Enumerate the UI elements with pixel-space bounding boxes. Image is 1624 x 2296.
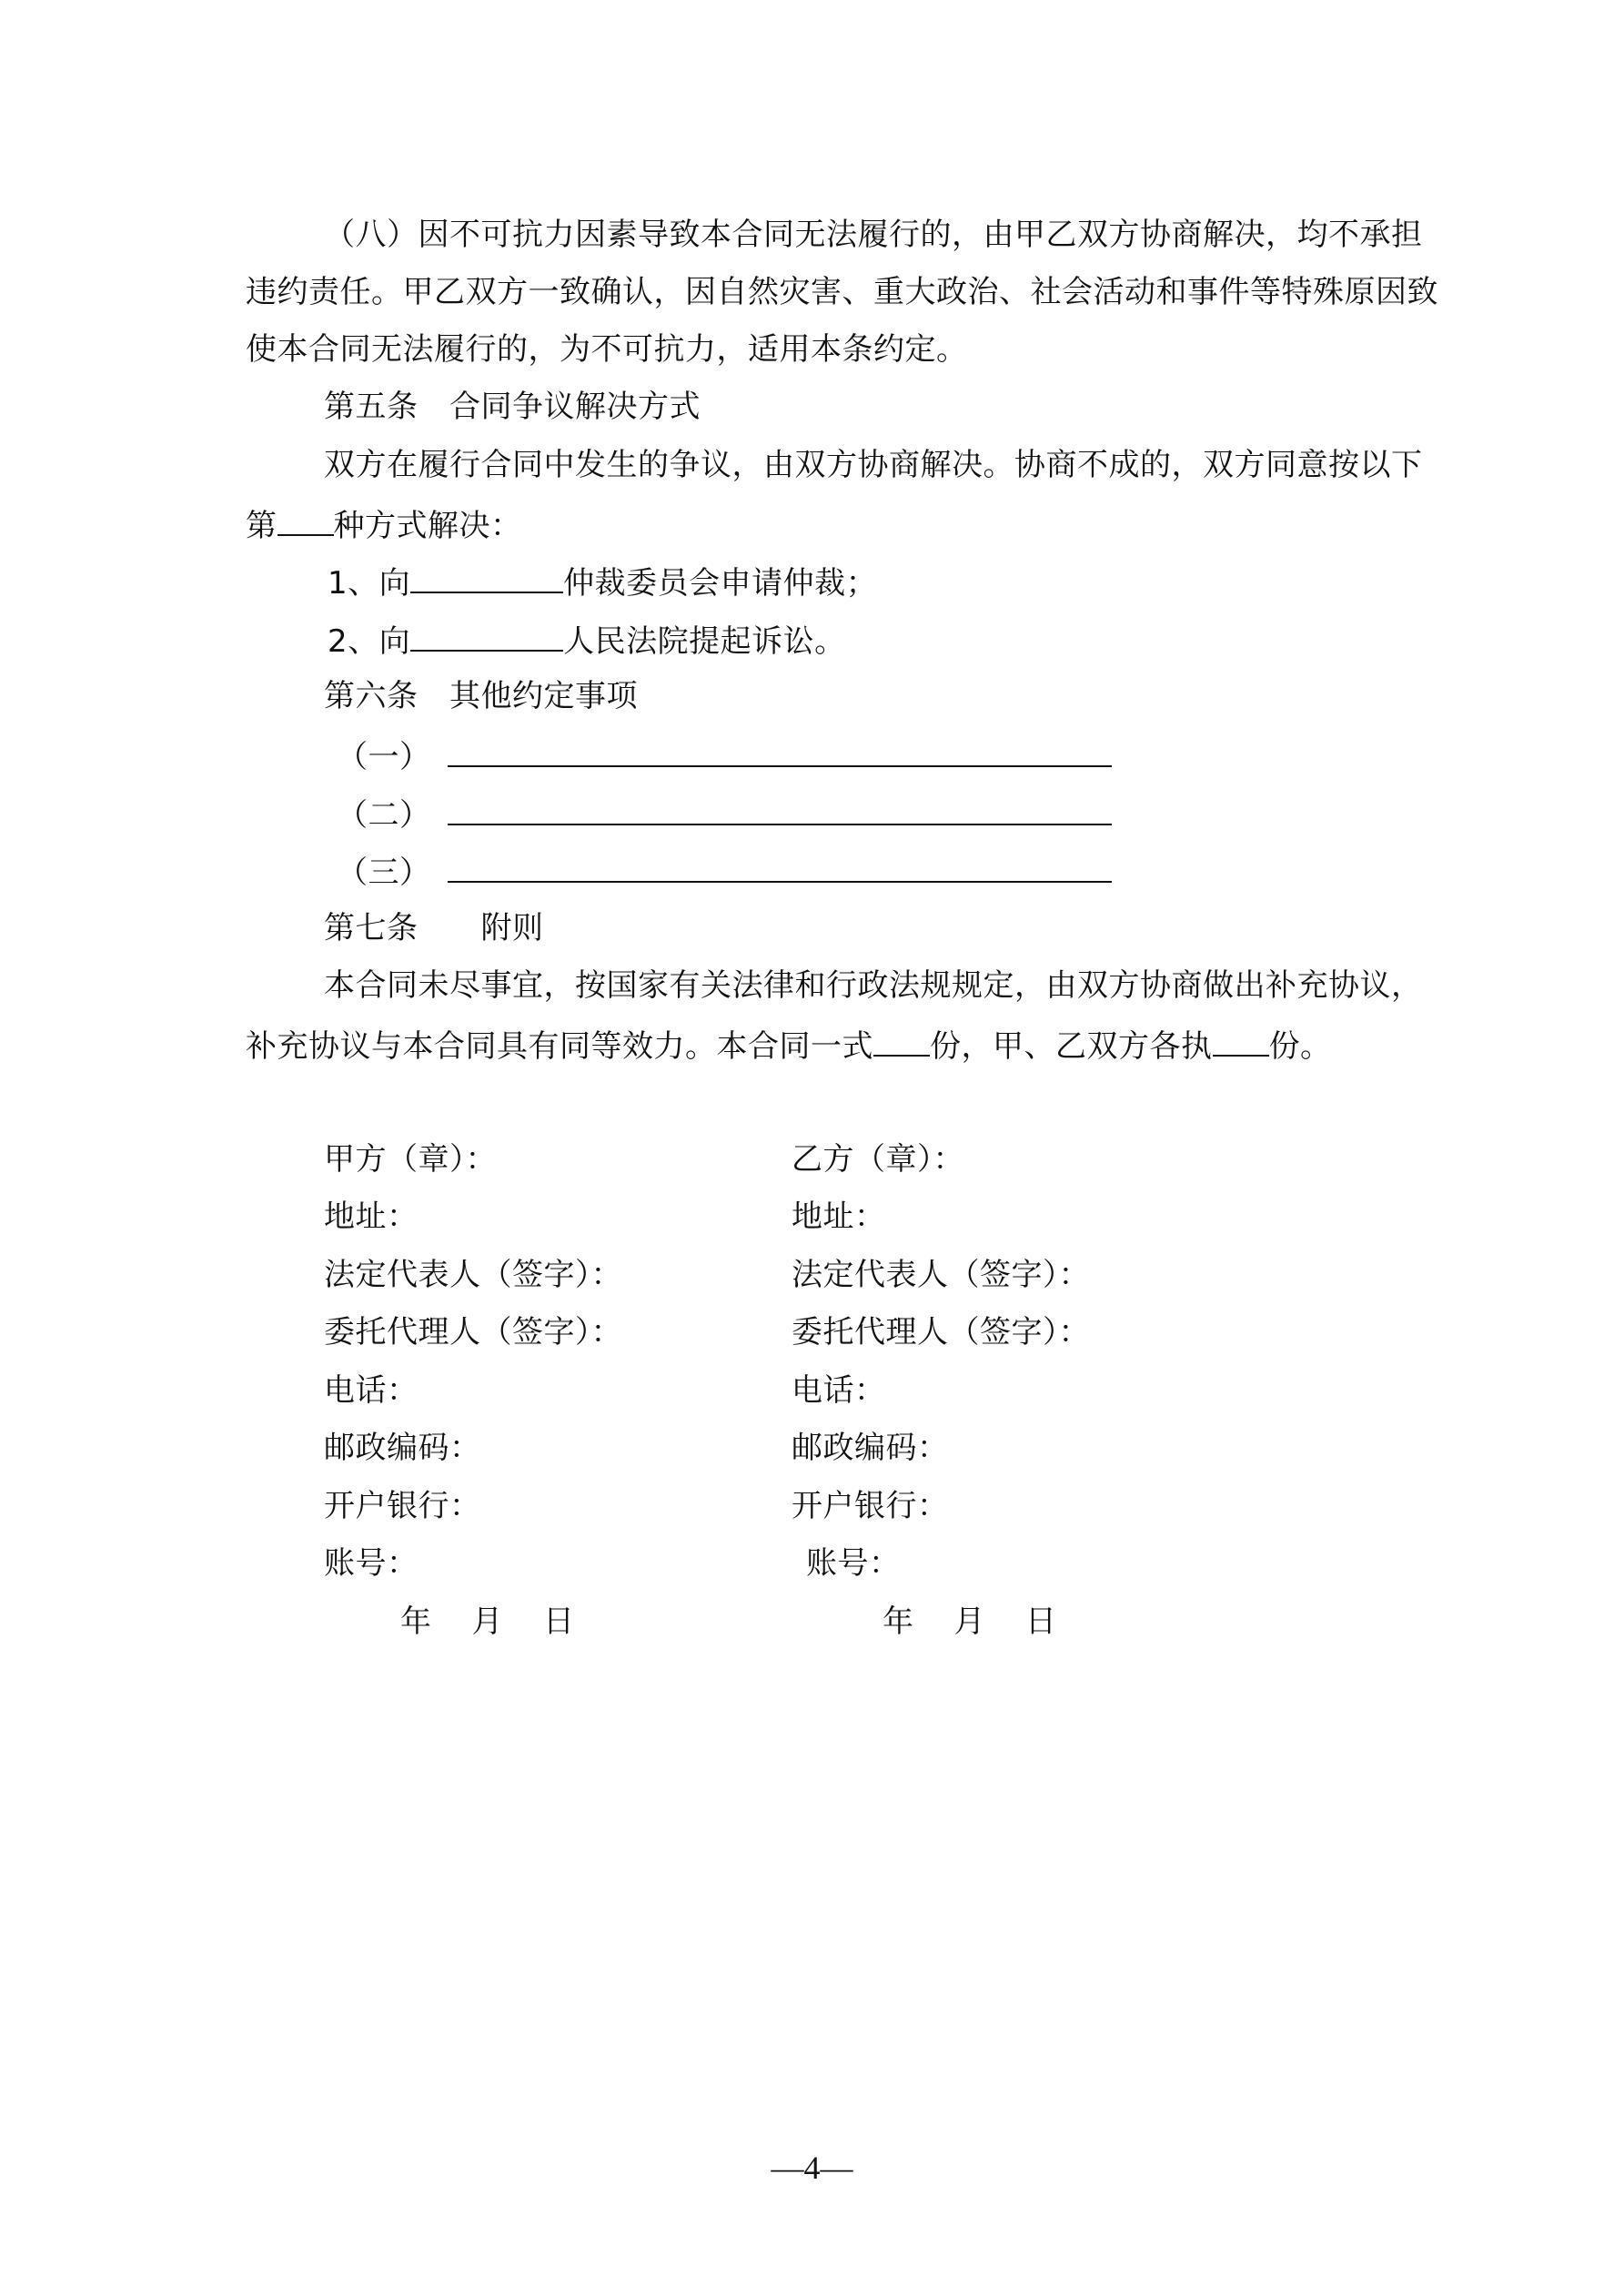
article5-line2: [246, 505, 522, 544]
article6-item-1: [337, 736, 1112, 775]
option2-prefix: 2、向: [328, 623, 411, 660]
option1-suffix: 仲裁委员会申请仲裁；: [563, 565, 878, 602]
party-a-day: 日: [543, 1603, 575, 1640]
party-b-year: 年: [883, 1603, 914, 1640]
party-b-postcode: 邮政编码：: [792, 1430, 949, 1466]
court-blank: [410, 621, 563, 652]
arbitration-commission-blank: [410, 562, 563, 593]
item-3-label: （三）: [337, 855, 431, 891]
option1-prefix: 1、向: [328, 565, 411, 602]
party-a-legal-rep: 法定代表人（签字）：: [324, 1257, 622, 1293]
article5-option2: [328, 621, 846, 660]
article7-line2-a: 补充协议与本合同具有同等效力。本合同一式: [246, 1028, 873, 1065]
article7-heading: 第七条 附则: [324, 910, 544, 946]
party-a-address: 地址：: [324, 1199, 419, 1235]
article5-line1: 双方在履行合同中发生的争议，由双方协商解决。协商不成的，双方同意按以下: [324, 447, 1423, 483]
copies-each-blank: [1213, 1026, 1269, 1057]
party-b-address: 地址：: [792, 1199, 886, 1235]
party-a-phone: 电话：: [324, 1372, 419, 1409]
clause8-line1: （八）因不可抗力因素导致本合同无法履行的，由甲乙双方协商解决，均不承担: [324, 217, 1423, 253]
party-a-name: 甲方（章）：: [324, 1141, 497, 1178]
party-b-phone: 电话：: [792, 1372, 886, 1409]
party-b-legal-rep: 法定代表人（签字）：: [792, 1257, 1090, 1293]
party-a-bank: 开户银行：: [324, 1488, 481, 1524]
party-b-date: [883, 1603, 1057, 1640]
option2-suffix: 人民法院提起诉讼。: [563, 623, 846, 660]
copies-total-blank: [873, 1026, 930, 1057]
party-b-bank: 开户银行：: [792, 1488, 949, 1524]
party-b-day: 日: [1025, 1603, 1057, 1640]
party-a-postcode: 邮政编码：: [324, 1430, 481, 1466]
item-2-blank: [448, 794, 1112, 825]
item-1-blank: [448, 736, 1112, 767]
item-3-blank: [448, 852, 1112, 883]
party-a-agent: 委托代理人（签字）：: [324, 1314, 622, 1350]
article7-line2: [246, 1026, 1332, 1065]
article5-option1: [328, 562, 877, 602]
article6-item-2: [337, 794, 1112, 834]
article5-line2-prefix: 第: [246, 508, 277, 544]
article7-line2-c: 份。: [1268, 1028, 1332, 1065]
article5-heading: 第五条 合同争议解决方式: [324, 389, 701, 425]
party-b-name: 乙方（章）：: [792, 1141, 964, 1178]
article6-heading: 第六条 其他约定事项: [324, 678, 638, 714]
article7-line2-b: 份，甲、乙双方各执: [930, 1028, 1213, 1065]
item-1-label: （一）: [337, 739, 431, 775]
article5-line2-suffix: 种方式解决：: [333, 508, 522, 544]
article6-item-3: [337, 852, 1112, 891]
party-a-account: 账号：: [324, 1545, 419, 1582]
party-a-month: 月: [471, 1603, 503, 1640]
article7-line1: 本合同未尽事宜，按国家有关法律和行政法规规定，由双方协商做出补充协议，: [324, 967, 1423, 1004]
party-a-year: 年: [400, 1603, 432, 1640]
item-2-label: （二）: [337, 797, 431, 834]
party-b-account: 账号：: [806, 1545, 901, 1582]
party-b-month: 月: [953, 1603, 985, 1640]
clause8-line3: 使本合同无法履行的，为不可抗力，适用本条约定。: [246, 331, 968, 368]
method-number-blank: [277, 505, 334, 536]
page-number: —4—: [771, 2149, 853, 2186]
clause8-line2: 违约责任。甲乙双方一致确认，因自然灾害、重大政治、社会活动和事件等特殊原因致: [246, 274, 1438, 310]
party-b-agent: 委托代理人（签字）：: [792, 1314, 1090, 1350]
party-a-date: [400, 1603, 575, 1640]
